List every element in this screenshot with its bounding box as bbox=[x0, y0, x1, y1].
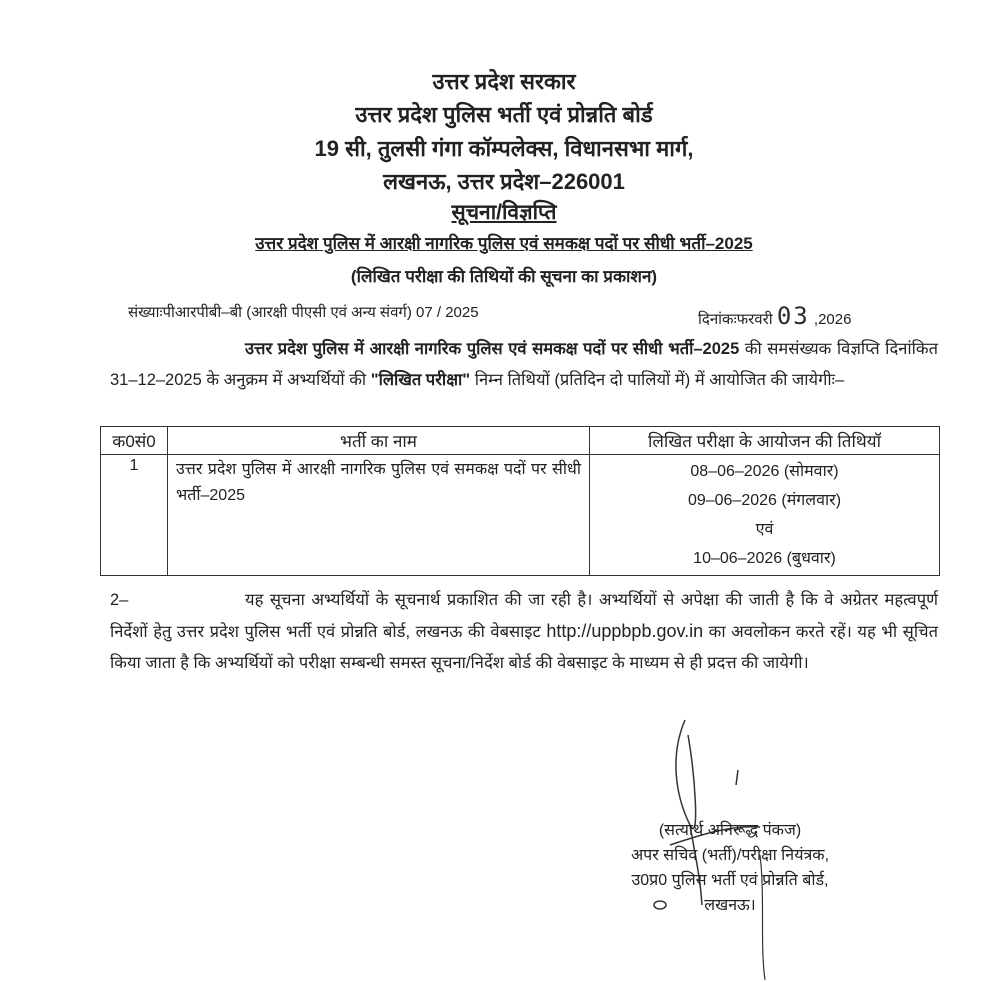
header-board: उत्तर प्रदेश पुलिस भर्ती एवं प्रोन्नति बोर्ड bbox=[355, 102, 653, 127]
exam-date: 10–06–2026 (बुधवार) bbox=[693, 550, 836, 567]
table-header-row bbox=[101, 427, 940, 455]
exam-schedule-table bbox=[100, 426, 940, 576]
para1-text-end: निम्न तिथियों (प्रतिदिन दो पालियों में) में आयोजित की जायेगीः– bbox=[470, 371, 845, 389]
written-exam-label: "लिखित परीक्षा" bbox=[370, 371, 471, 389]
para2-text-end: का अवलोकन करते रहें। यह भी सूचित किया जाता है कि अभ्यर्थियों को परीक्षा सम्बन्धी समस्त सूचना/निर्देश बोर्ड की वेबसाइट के माध्यम से ही प्रदत्त की जायेगी। bbox=[110, 623, 938, 672]
col-exam-dates: लिखित परीक्षा के आयोजन की तिथियॉ bbox=[590, 427, 940, 455]
website-link[interactable]: http://uppbpb.gov.in bbox=[546, 621, 704, 641]
para1-text: की समसंख्यक विज्ञप्ति दिनांकित 31–12–2025 के अनुक्रम में अभ्यर्थियों की bbox=[110, 340, 939, 389]
para2-text: यह सूचना अभ्यर्थियों के सूचनार्थ प्रकाशित की जा रही है। अभ्यर्थियों से अपेक्षा की जाती है कि वे अग्रेतर महत्वपूर्ण निर्देशों हेतु उत्तर प्रदेश पुलिस भर्ती एवं प्रोन्नति बोर्ड, लखनऊ की वेबसाइट bbox=[110, 591, 938, 641]
reference-number: संख्याःपीआरपीबी–बी (आरक्षी पीएसी एवं अन्य संवर्ग) 07 / 2025 bbox=[128, 304, 479, 321]
signature-block bbox=[580, 818, 880, 918]
signatory-org: उ0प्र0 पुलिस भर्ती एवं प्रोन्नति बोर्ड, bbox=[631, 872, 829, 889]
signatory-city: लखनऊ। bbox=[704, 897, 756, 914]
signatory-name: (सत्यार्थ अनिरूद्ध पंकज) bbox=[658, 822, 802, 839]
exam-date: 08–06–2026 (सोमवार) bbox=[690, 463, 839, 480]
header-address: 19 सी, तुलसी गंगा कॉम्पलेक्स, विधानसभा मार्ग, bbox=[314, 136, 694, 161]
paragraph-1 bbox=[110, 334, 938, 396]
col-recruitment-name: भर्ती का नाम bbox=[168, 427, 590, 455]
row-exam-dates bbox=[590, 455, 940, 576]
notice-subject: उत्तर प्रदेश पुलिस में आरक्षी नागरिक पुलिस एवं समकक्ष पदों पर सीधी भर्ती–2025 bbox=[255, 234, 753, 253]
header-city: लखनऊ, उत्तर प्रदेश–226001 bbox=[383, 169, 625, 194]
exam-date-conjunction: एवं bbox=[755, 521, 774, 538]
paragraph-2 bbox=[110, 585, 938, 679]
date-year: ,2026 bbox=[813, 311, 852, 328]
signatory-designation: अपर सचिव (भर्ती)/परीक्षा नियंत्रक, bbox=[630, 847, 830, 864]
recruitment-title: उत्तर प्रदेश पुलिस में आरक्षी नागरिक पुलिस एवं समकक्ष पदों पर सीधी भर्ती–2025 bbox=[245, 340, 740, 358]
header-govt: उत्तर प्रदेश सरकार bbox=[432, 69, 576, 94]
exam-date: 09–06–2026 (मंगलवार) bbox=[687, 492, 842, 509]
notice-title: सूचना/विज्ञप्ति bbox=[451, 201, 557, 224]
notice-sub-subject: (लिखित परीक्षा की तिथियों की सूचना का प्रकाशन) bbox=[350, 267, 658, 286]
date-day-handwritten: 03 bbox=[776, 302, 810, 330]
col-serial: क0सं0 bbox=[101, 427, 168, 455]
date-prefix: दिनांकःफरवरी bbox=[698, 311, 773, 328]
reference-date bbox=[698, 302, 851, 330]
para2-number: 2– bbox=[110, 591, 129, 609]
table-row bbox=[101, 455, 940, 576]
row-recruitment-name: उत्तर प्रदेश पुलिस में आरक्षी नागरिक पुलिस एवं समकक्ष पदों पर सीधी भर्ती–2025 bbox=[168, 455, 590, 576]
row-serial: 1 bbox=[101, 455, 168, 576]
